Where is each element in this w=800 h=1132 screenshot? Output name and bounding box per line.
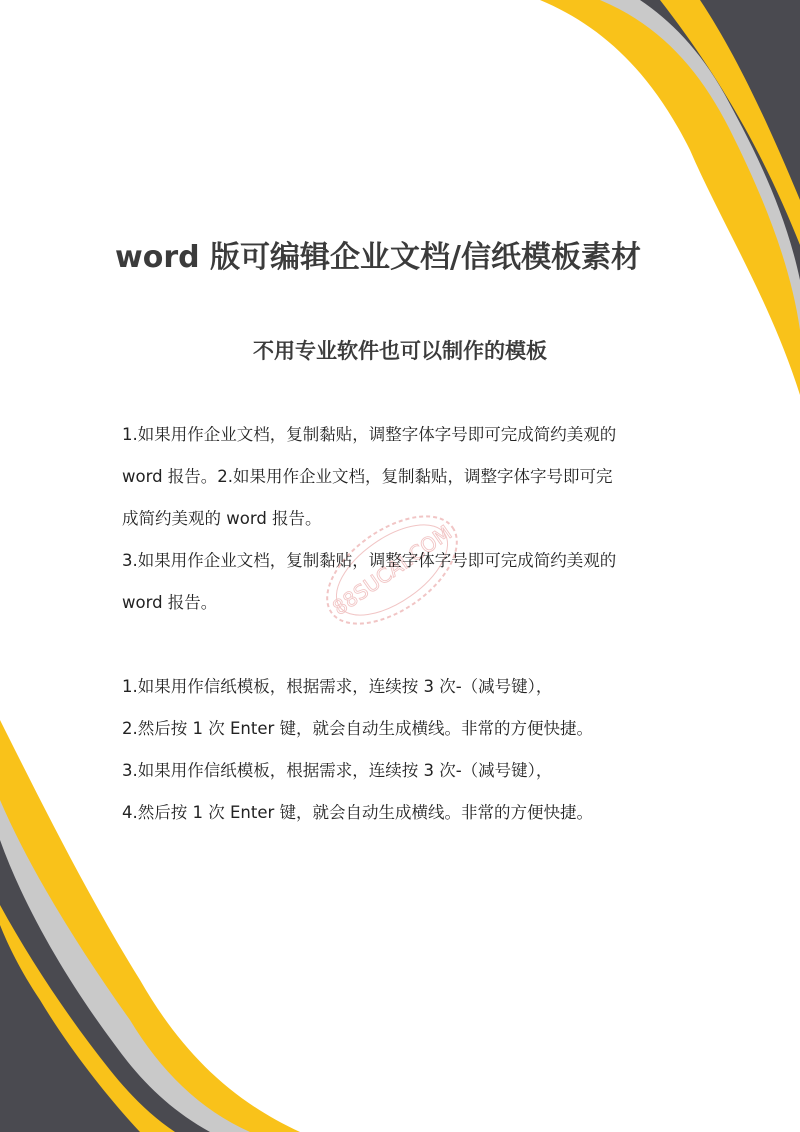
paragraph-document-usage-end	[122, 582, 692, 624]
text-line: word 报告。	[122, 593, 218, 612]
text-line: 成简约美观的 word 报告。	[122, 509, 322, 528]
text-line: 3.如果用作企业文档，复制黏贴，调整字体字号即可完成简约美观的	[122, 551, 617, 570]
watermark-text: 88SUCAI.COM	[327, 520, 457, 620]
text-line: 1.如果用作信纸模板，根据需求，连续按 3 次-（减号键），	[122, 677, 553, 696]
text-line: 3.如果用作信纸模板，根据需求，连续按 3 次-（减号键），	[122, 761, 553, 780]
document-title: word 版可编辑企业文档/信纸模板素材	[115, 240, 641, 275]
text-line: word 报告。2.如果用作企业文档，复制黏贴，调整字体字号即可完	[122, 467, 613, 486]
text-line: 2.然后按 1 次 Enter 键，就会自动生成横线。非常的方便快捷。	[122, 719, 594, 738]
text-line: 4.然后按 1 次 Enter 键，就会自动生成横线。非常的方便快捷。	[122, 803, 594, 822]
paragraph-document-usage	[122, 414, 692, 582]
paragraph-letterhead-usage	[122, 666, 692, 834]
text-line: 1.如果用作企业文档，复制黏贴，调整字体字号即可完成简约美观的	[122, 425, 617, 444]
document-subtitle: 不用专业软件也可以制作的模板	[253, 339, 547, 363]
